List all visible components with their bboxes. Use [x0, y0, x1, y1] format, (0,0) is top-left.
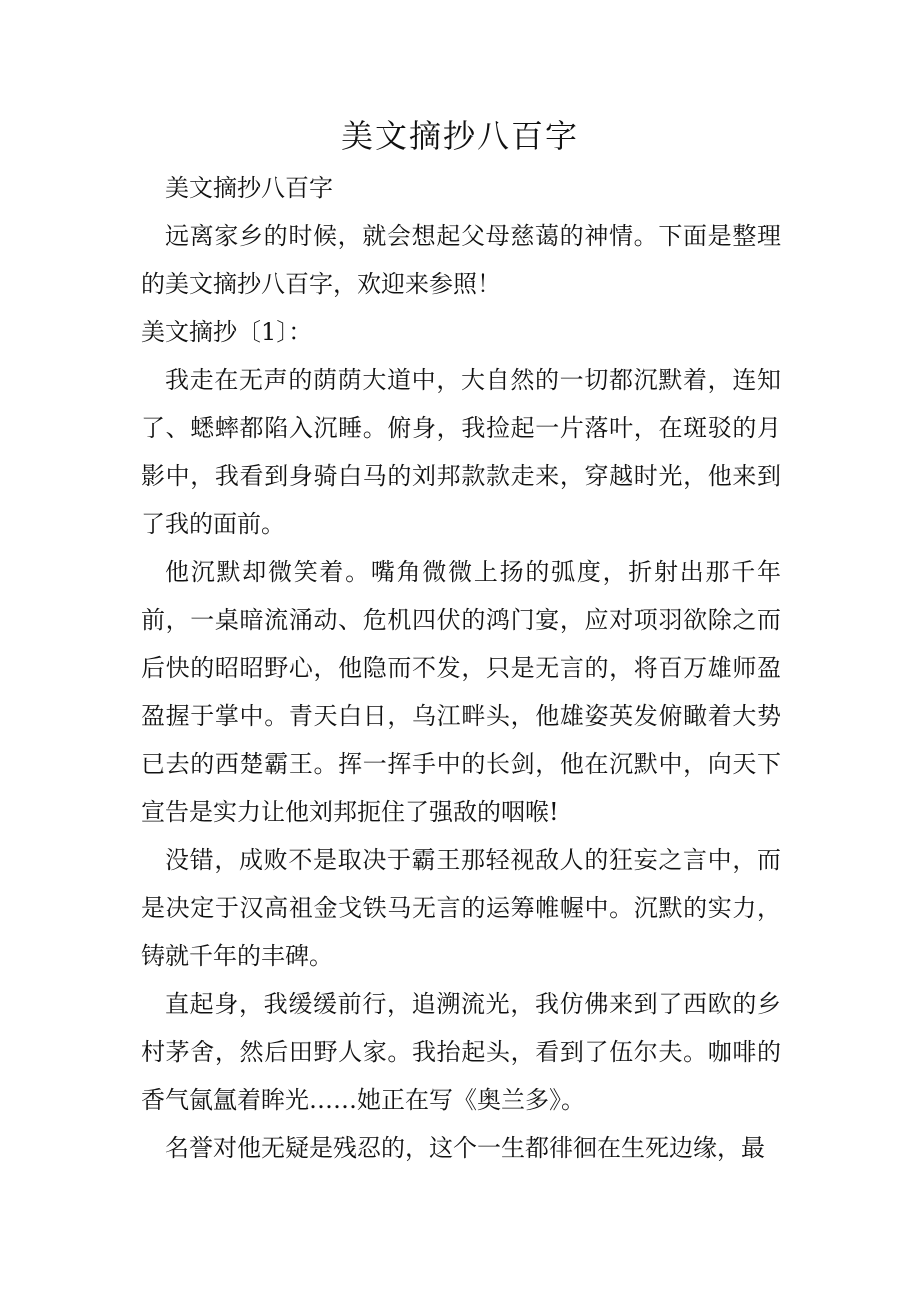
document-body: [141, 164, 781, 1172]
paragraph: 美文摘抄八百字: [165, 174, 333, 202]
paragraph: 远离家乡的时候，就会想起父母慈蔼的神情。下面是整理的美文摘抄八百字，欢迎来参照！: [141, 222, 781, 298]
paragraph: 我走在无声的荫荫大道中，大自然的一切都沉默着，连知了、蟋蟀都陷入沉睡。俯身，我捡起一片落叶，在斑驳的月影中，我看到身骑白马的刘邦款款走来，穿越时光，他来到了我的面前。: [141, 366, 781, 538]
paragraph: 他沉默却微笑着。嘴角微微上扬的弧度，折射出那千年前，一桌暗流涌动、危机四伏的鸿门宴，应对项羽欲除之而后快的昭昭野心，他隐而不发，只是无言的，将百万雄师盈盈握于掌中。青天白日，乌江畔头，他雄姿英发俯瞰着大势已去的西楚霸王。挥一挥手中的长剑，他在沉默中，向天下宣告是实力让他刘邦扼住了强敌的咽喉!: [141, 558, 781, 826]
document-title: 美文摘抄八百字: [340, 117, 579, 155]
paragraph: 名誉对他无疑是残忍的，这个一生都徘徊在生死边缘，最: [165, 1134, 765, 1162]
paragraph: 直起身，我缓缓前行，追溯流光，我仿佛来到了西欧的乡村茅舍，然后田野人家。我抬起头，看到了伍尔夫。咖啡的香气氤氲着眸光……她正在写《奥兰多》。: [141, 990, 781, 1114]
paragraph: 美文摘抄〔1〕：: [141, 318, 313, 346]
paragraph: 没错，成败不是取决于霸王那轻视敌人的狂妄之言中，而是决定于汉高祖金戈铁马无言的运筹帷幄中。沉默的实力，铸就千年的丰碑。: [141, 846, 781, 970]
